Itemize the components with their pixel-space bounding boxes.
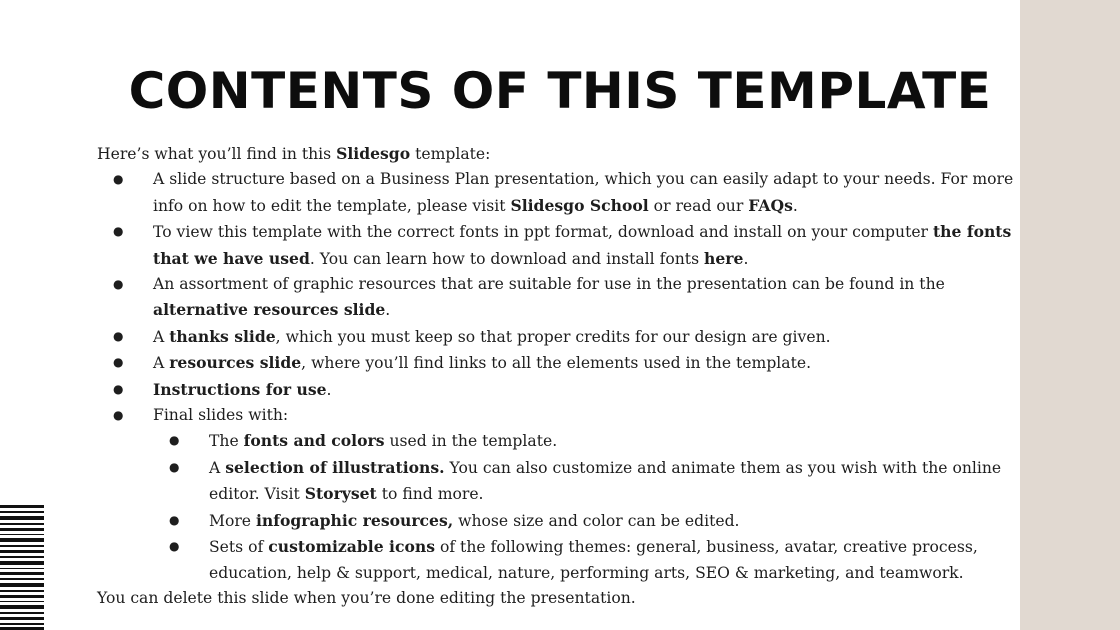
list-item: ● Instructions for use. [97,377,1017,403]
here-link[interactable]: here [704,248,744,268]
barcode-icon [0,503,44,630]
list-item: ● To view this template with the correct fonts in ppt format, download and install on your computer the fonts that we have used. You can learn how to download and install fonts here. [97,219,1017,272]
list-item: ● A slide structure based on a Business Plan presentation, which you can easily adapt to your needs. For more info on how to edit the template, please visit Slidesgo School or read our FAQs. [97,167,1017,219]
list-item: ● An assortment of graphic resources that are suitable for use in the presentation can be found in the alternative resources slide. [97,272,1017,324]
outro-text: You can delete this slide when you’re done editing the presentation. [97,588,636,607]
sub-list-item: ● A selection of illustrations. You can also customize and animate them as you wish with the online editor. Visit Storyset to find more. [153,455,1017,508]
list-item: ● Final slides with: [97,403,1017,428]
list-item: ● A resources slide, where you’ll find links to all the elements used in the template. [97,350,1017,376]
intro-text: Here’s what you’ll find in this Slidesgo template: [97,144,491,163]
final-slides-list [153,428,1017,585]
storyset-link[interactable]: Storyset [304,484,377,504]
sub-list-item: ● More infographic resources, whose size and color can be edited. [153,508,1017,534]
sub-list-item: ● Sets of customizable icons of the following themes: general, business, avatar, creative process, education, help & support, medical, nature, performing arts, SEO & marketing, and teamwork. [153,534,1017,586]
contents-list [97,167,1017,428]
slidesgo-school-link[interactable]: Slidesgo School [510,195,649,215]
fonts-used-link[interactable]: the fonts that we have used [153,222,1012,268]
faqs-link[interactable]: FAQs [748,195,793,215]
sub-list-item: ● The fonts and colors used in the template. [153,428,1017,454]
slide-title: CONTENTS OF THIS TEMPLATE [128,62,992,120]
slide-body [97,141,1017,611]
list-item: ● A thanks slide, which you must keep so that proper credits for our design are given. [97,324,1017,350]
